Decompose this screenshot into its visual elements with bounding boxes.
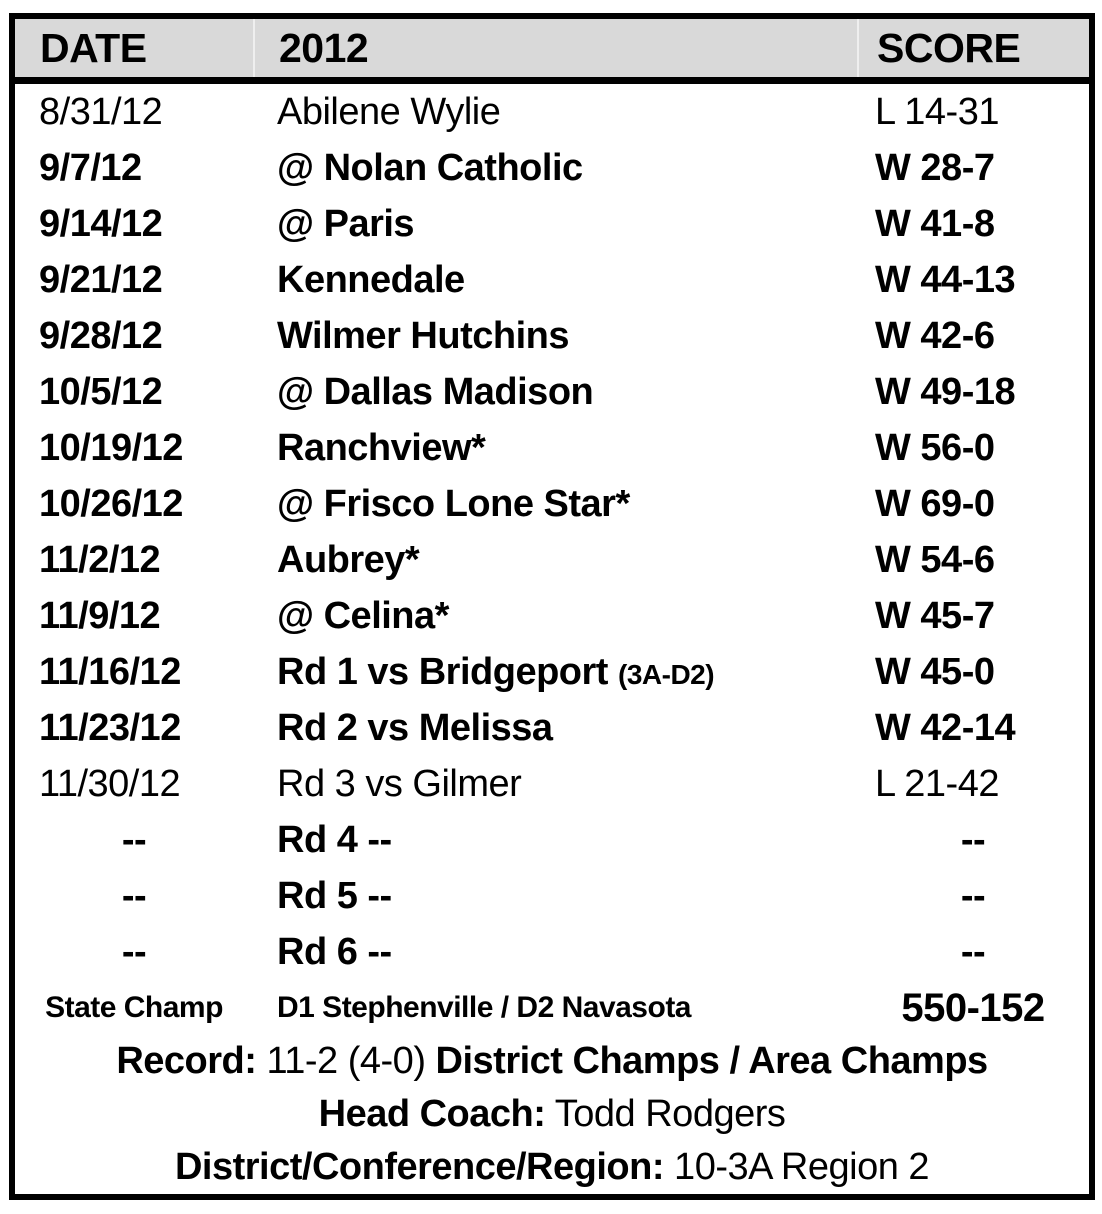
score-cell: L 14-31 xyxy=(875,90,999,133)
head-coach-value: Todd Rodgers xyxy=(545,1093,786,1136)
score-cell: W 44-13 xyxy=(875,258,1016,301)
record-titles: District Champs / Area Champs xyxy=(435,1040,988,1083)
date-cell: -- xyxy=(121,874,147,917)
score-cell: W 54-6 xyxy=(875,538,995,581)
date-cell: 11/30/12 xyxy=(39,762,181,805)
date-cell: 11/23/12 xyxy=(39,706,181,749)
table-row xyxy=(15,308,1089,364)
opponent-cell: Rd 6 -- xyxy=(277,930,392,973)
opponent-cell: @ Frisco Lone Star* xyxy=(277,482,630,525)
opponent-cell: Ranchview* xyxy=(277,426,486,469)
table-body xyxy=(15,84,1089,1036)
date-cell: 10/26/12 xyxy=(39,482,183,525)
record-value: 11-2 (4-0) xyxy=(256,1040,436,1083)
date-cell: 9/28/12 xyxy=(39,314,163,357)
score-cell: W 41-8 xyxy=(875,202,995,245)
opponent-cell: Aubrey* xyxy=(277,538,420,581)
record-line xyxy=(15,1041,1089,1083)
table-row xyxy=(15,756,1089,812)
opponent-cell: Rd 3 vs Gilmer xyxy=(277,762,522,805)
date-cell: 9/7/12 xyxy=(39,146,142,189)
opponent-cell: Rd 5 -- xyxy=(277,874,392,917)
table-row xyxy=(15,588,1089,644)
date-cell: -- xyxy=(121,818,147,861)
date-cell: 10/5/12 xyxy=(39,370,163,413)
table-header-row xyxy=(15,19,1089,84)
district-line xyxy=(15,1147,1089,1189)
opponent-cell: Wilmer Hutchins xyxy=(277,314,569,357)
score-cell: -- xyxy=(960,874,986,917)
table-row xyxy=(15,196,1089,252)
opponent-cell: Rd 4 -- xyxy=(277,818,392,861)
score-cell: W 49-18 xyxy=(875,370,1016,413)
score-cell: -- xyxy=(960,818,986,861)
score-cell: W 42-6 xyxy=(875,314,995,357)
opponent-cell: @ Paris xyxy=(277,202,415,245)
table-row xyxy=(15,700,1089,756)
column-header-date: DATE xyxy=(40,24,147,71)
opponent-cell: Rd 2 vs Melissa xyxy=(277,706,553,749)
district-label: District/Conference/Region: xyxy=(174,1145,664,1188)
opponent-name: Rd 1 vs Bridgeport xyxy=(277,650,608,693)
table-row xyxy=(15,140,1089,196)
table-row xyxy=(15,252,1089,308)
table-row xyxy=(15,644,1089,700)
column-header-season: 2012 xyxy=(253,19,857,77)
date-cell: 11/9/12 xyxy=(39,594,161,637)
score-cell: W 45-0 xyxy=(875,650,995,693)
score-cell: W 42-14 xyxy=(875,706,1016,749)
date-cell: 11/2/12 xyxy=(39,538,161,581)
table-row xyxy=(15,476,1089,532)
opponent-cell: Kennedale xyxy=(277,258,465,301)
table-row xyxy=(15,812,1089,868)
table-row xyxy=(15,868,1089,924)
date-cell: 8/31/12 xyxy=(39,90,163,133)
table-row xyxy=(15,420,1089,476)
opponent-cell: Abilene Wylie xyxy=(277,90,501,133)
opponent-cell: @ Dallas Madison xyxy=(277,370,594,413)
table-footer xyxy=(15,1036,1089,1194)
season-results-table xyxy=(9,13,1095,1200)
district-value: 10-3A Region 2 xyxy=(664,1145,930,1188)
date-cell: 9/14/12 xyxy=(39,202,163,245)
score-cell: -- xyxy=(960,930,986,973)
table-row xyxy=(15,532,1089,588)
date-cell: -- xyxy=(121,930,147,973)
table-row xyxy=(15,364,1089,420)
table-row xyxy=(15,84,1089,140)
table-row-state-champ xyxy=(15,980,1089,1036)
date-cell: State Champ xyxy=(45,991,223,1024)
score-cell: 550-152 xyxy=(901,985,1045,1030)
date-cell: 9/21/12 xyxy=(39,258,163,301)
head-coach-label: Head Coach: xyxy=(318,1093,546,1136)
head-coach-line xyxy=(15,1094,1089,1136)
record-label: Record: xyxy=(116,1040,257,1083)
date-cell: 10/19/12 xyxy=(39,426,183,469)
opponent-cell: @ Celina* xyxy=(277,594,449,637)
table-row xyxy=(15,924,1089,980)
column-header-score: SCORE xyxy=(857,19,1089,77)
score-cell: W 56-0 xyxy=(875,426,995,469)
score-cell: W 45-7 xyxy=(875,594,995,637)
opponent-cell: D1 Stephenville / D2 Navasota xyxy=(277,991,691,1024)
score-cell: W 28-7 xyxy=(875,146,995,189)
opponent-cell xyxy=(253,651,857,694)
score-cell: L 21-42 xyxy=(875,762,999,805)
score-cell: W 69-0 xyxy=(875,482,995,525)
opponent-cell: @ Nolan Catholic xyxy=(277,146,583,189)
date-cell: 11/16/12 xyxy=(39,650,181,693)
opponent-division-note: (3A-D2) xyxy=(618,658,715,690)
